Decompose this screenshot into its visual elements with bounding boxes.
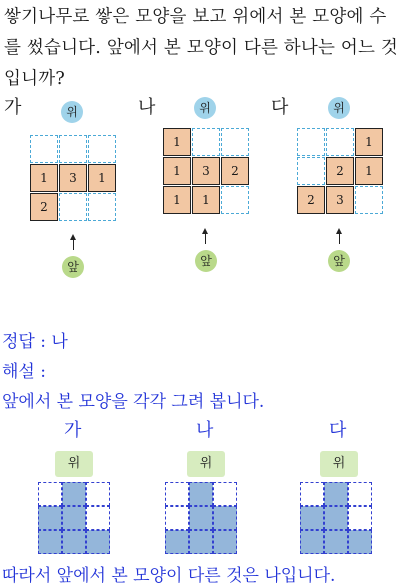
view-cell-filled: [38, 506, 62, 530]
figure-label-na: 나: [138, 97, 156, 118]
view-cell-filled: [86, 530, 110, 554]
view-cell: [300, 482, 324, 506]
block-cell: 2: [326, 157, 354, 185]
view-cell-filled: [324, 482, 348, 506]
empty-cell: [59, 135, 87, 163]
empty-cell: [88, 193, 116, 221]
view-cell: [165, 482, 189, 506]
view-cell: [38, 482, 62, 506]
view-cell-filled: [189, 530, 213, 554]
block-cell: 2: [297, 186, 325, 214]
view-cell: [165, 506, 189, 530]
block-cell: 1: [355, 157, 383, 185]
empty-cell: [59, 193, 87, 221]
block-cell: 2: [221, 157, 249, 185]
front-view-label-ga: 가: [64, 420, 82, 441]
block-cell: 1: [163, 186, 191, 214]
view-cell-filled: [38, 530, 62, 554]
view-cell-filled: [213, 506, 237, 530]
block-cell: 3: [326, 186, 354, 214]
empty-cell: [297, 157, 325, 185]
front-direction-marker: 앞: [328, 250, 350, 272]
front-view-da: [300, 482, 372, 554]
view-cell-filled: [62, 506, 86, 530]
answer-text: 정답 : 나: [2, 332, 68, 352]
view-cell-filled: [300, 530, 324, 554]
view-cell-filled: [300, 506, 324, 530]
front-direction-marker: 앞: [195, 250, 217, 272]
top-direction-marker: 위: [328, 97, 350, 119]
front-view-label-da: 다: [329, 420, 347, 441]
block-cell: 1: [30, 164, 58, 192]
figure-label-ga: 가: [4, 97, 22, 118]
up-arrow-icon: [339, 230, 340, 244]
front-view-label-na: 나: [196, 420, 214, 441]
empty-cell: [30, 135, 58, 163]
conclusion-text: 따라서 앞에서 본 모양이 다른 것은 나입니다.: [2, 566, 336, 586]
grid-ga: [30, 135, 117, 222]
view-cell-filled: [165, 530, 189, 554]
view-cell-filled: [62, 530, 86, 554]
front-view-na: [165, 482, 237, 554]
empty-cell: [221, 186, 249, 214]
grid-na: [163, 128, 250, 215]
empty-cell: [221, 128, 249, 156]
empty-cell: [326, 128, 354, 156]
view-cell-filled: [62, 482, 86, 506]
up-arrow-icon: [205, 230, 206, 244]
grid-da: [297, 128, 384, 215]
empty-cell: [355, 186, 383, 214]
view-cell: [348, 482, 372, 506]
up-arrow-icon: [73, 236, 74, 250]
block-cell: 1: [355, 128, 383, 156]
view-cell-filled: [189, 506, 213, 530]
empty-cell: [297, 128, 325, 156]
view-cell: [213, 482, 237, 506]
view-cell: [348, 506, 372, 530]
block-cell: 1: [88, 164, 116, 192]
top-label-box: 위: [187, 451, 225, 477]
top-direction-marker: 위: [61, 101, 83, 123]
figure-label-da: 다: [271, 97, 289, 118]
view-cell-filled: [213, 530, 237, 554]
front-direction-marker: 앞: [62, 256, 84, 278]
explanation-label: 해설 :: [2, 362, 46, 382]
block-cell: 3: [192, 157, 220, 185]
view-cell-filled: [189, 482, 213, 506]
top-label-box: 위: [55, 451, 93, 477]
block-cell: 2: [30, 193, 58, 221]
empty-cell: [192, 128, 220, 156]
view-cell-filled: [324, 506, 348, 530]
explanation-text: 앞에서 본 모양을 각각 그려 봅니다.: [2, 392, 265, 412]
front-view-ga: [38, 482, 110, 554]
view-cell: [86, 506, 110, 530]
empty-cell: [88, 135, 116, 163]
view-cell-filled: [324, 530, 348, 554]
block-cell: 1: [192, 186, 220, 214]
block-cell: 1: [163, 157, 191, 185]
view-cell-filled: [348, 530, 372, 554]
question-text: 쌓기나무로 쌓은 모양을 보고 위에서 본 모양에 수를 썼습니다. 앞에서 본 모양이 다른 하나는 어느 것입니까?: [4, 7, 398, 89]
view-cell: [86, 482, 110, 506]
top-direction-marker: 위: [194, 97, 216, 119]
block-cell: 3: [59, 164, 87, 192]
top-label-box: 위: [320, 451, 358, 477]
block-cell: 1: [163, 128, 191, 156]
